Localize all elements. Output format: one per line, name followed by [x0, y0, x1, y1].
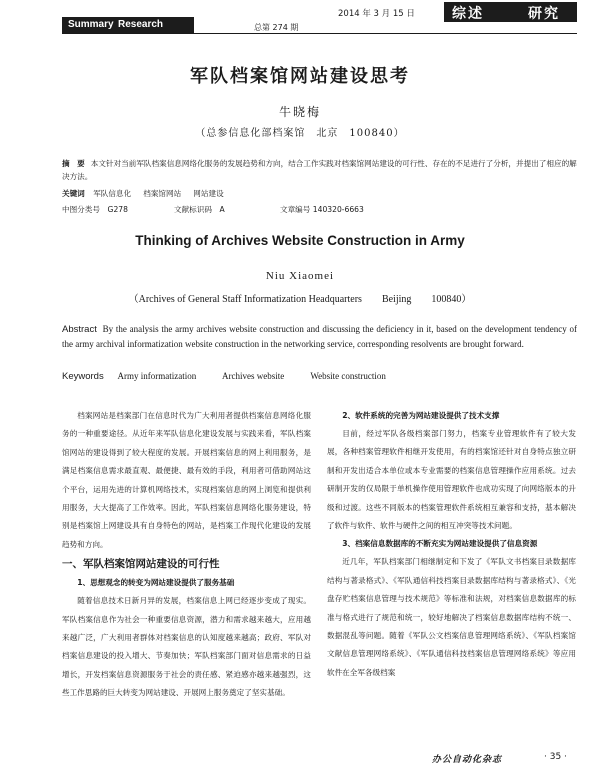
paper-title-cn: 军队档案馆网站建设思考 [190, 66, 410, 87]
body-paragraph: 随着信息技术日新月异的发展，档案信息上网已经逐步变成了现实。军队档案信息作为社会一种重要信息资源，潜力和需求越来越大，应用越来越广泛，广大利用者群体对档案信息的认知度越来越高；政府、军队对档案信息建设的投入增大、节奏加快；军队档案部门面对信息需求的日益增长，开发档案信息资源服务于社会的责任感、紧迫感亦越来越强烈，这些工作思路的巨大转变为网站建设、开展网上服务奠定了坚实基础。 [62, 596, 311, 698]
keywords-en-label: Keywords [62, 371, 104, 382]
clc-number: 中图分类号 G278 [62, 205, 128, 214]
article-number: 文章编号 140320-6663 [280, 205, 364, 214]
section-heading: 一、军队档案馆网站建设的可行性 [62, 558, 220, 571]
abstract-cn-label: 摘 要 [62, 159, 85, 168]
header-research: Research [118, 19, 164, 30]
subsection-heading: 3、档案信息数据库的不断充实为网站建设提供了信息资源 [342, 539, 538, 549]
keywords-en [62, 371, 577, 382]
abstract-cn-text: 本文针对当前军队档案信息网络化服务的发展趋势和方向，结合工作实践对档案馆网站建设的可行性、存在的不足进行了分析，并提出了相应的解决方法。 [62, 159, 577, 181]
body-right-column [327, 407, 576, 682]
classification-line [62, 203, 577, 216]
keyword-cn: 档案馆网站 [143, 189, 182, 198]
paper-title-en: Thinking of Archives Website Construction in Army [135, 233, 465, 248]
body-paragraph: 近几年，军队档案部门相继制定和下发了《军队文书档案目录数据库结构与著录格式》、《军队通信科技档案目录数据库结构与著录格式》、《光盘存贮档案信息管理与技术规范》等标准和法规，对档案信息数据库的标准与格式进行了规范和统一，较好地解决了档案信息数据库结构不统一、数据混乱等问题。随着《军队公文档案信息管理网络系统》、《军队档案馆文献信息管理网络系统》、《军队通信科技档案信息管理网络系统》等应用软件在全军各级档案 [327, 557, 576, 677]
subsection-heading: 2、软件系统的完善为网站建设提供了技术支撑 [342, 411, 500, 420]
header-rule [62, 33, 577, 34]
abstract-en-text: By the analysis the army archives website construction and discussing the deficiency in it, based on the development tendency of the army archival informatization website construction in the networking service, corresponding resolvents are brought forward. [62, 324, 578, 349]
author-cn: 牛晓梅 [278, 105, 321, 119]
keyword-en: Website construction [310, 371, 386, 381]
affiliation-en: （Archives of General Staff Informatization Headquarters Beijing 100840） [128, 294, 472, 305]
document-code: 文献标识码 A [174, 205, 225, 214]
body-paragraph: 目前，经过军队各级档案部门努力，档案专业管理软件有了较大发展，各种档案管理软件相继开发使用，有的档案馆还针对自身特点独立研制和开发出适合本单位或本专业需要的档案信息管理操作应用系统。过去研制开发的仅局限于单机操作使用管理软件也成功实现了向网络版本的升级和过渡。这些不同版本的档案管理软件系统相互兼容和支持，基本解决了软件与软件、软件与硬件之间的相互冲突等技术问题。 [327, 429, 576, 531]
header-date: 2014 年 3 月 15 日 [338, 9, 415, 19]
header-summary: Summary [68, 19, 114, 30]
author-en: Niu Xiaomei [265, 270, 335, 282]
affiliation-cn: （总参信息化部档案馆 北京 100840） [195, 128, 405, 139]
header-column-review: 综述 [452, 6, 484, 22]
keyword-en: Archives website [221, 371, 285, 381]
keyword-cn: 网站建设 [193, 189, 224, 198]
abstract-cn [62, 157, 577, 183]
abstract-en [62, 322, 577, 352]
page-number: · 35 · [544, 752, 567, 762]
body-paragraph: 档案网站是档案部门在信息时代为广大利用者提供档案信息网络化服务的一种重要途径。从近年来军队信息化建设发展与实践来看，军队档案馆网站的建设得到了较大程度的发展。开展档案信息的网上利用服务，是满足档案信息需求最直观、最便捷、最有效的手段，利用者可借助网站这个平台，运用先进的计算机网络技术，实现档案信息的网上浏览和提供利用服务，大大提高了工作效率。因此，军队档案信息网络化服务建设，特别是档案馆上网建设具有自身特色的网站，是档案工作现代化建设的发展趋势和方向。 [62, 411, 311, 549]
keyword-en: Army informatization [117, 371, 197, 381]
keywords-cn [62, 187, 577, 200]
keywords-cn-label: 关键词 [62, 189, 85, 198]
body-left-column [62, 407, 311, 703]
header-column-research: 研究 [528, 6, 560, 22]
subsection-heading: 1、思想观念的转变为网站建设提供了服务基础 [77, 578, 235, 588]
abstract-en-label: Abstract [62, 324, 97, 335]
footer-journal-name: 办公自动化杂志 [432, 755, 503, 765]
keyword-cn: 军队信息化 [93, 189, 132, 198]
header-issue-number: 总第 274 期 [254, 23, 299, 32]
